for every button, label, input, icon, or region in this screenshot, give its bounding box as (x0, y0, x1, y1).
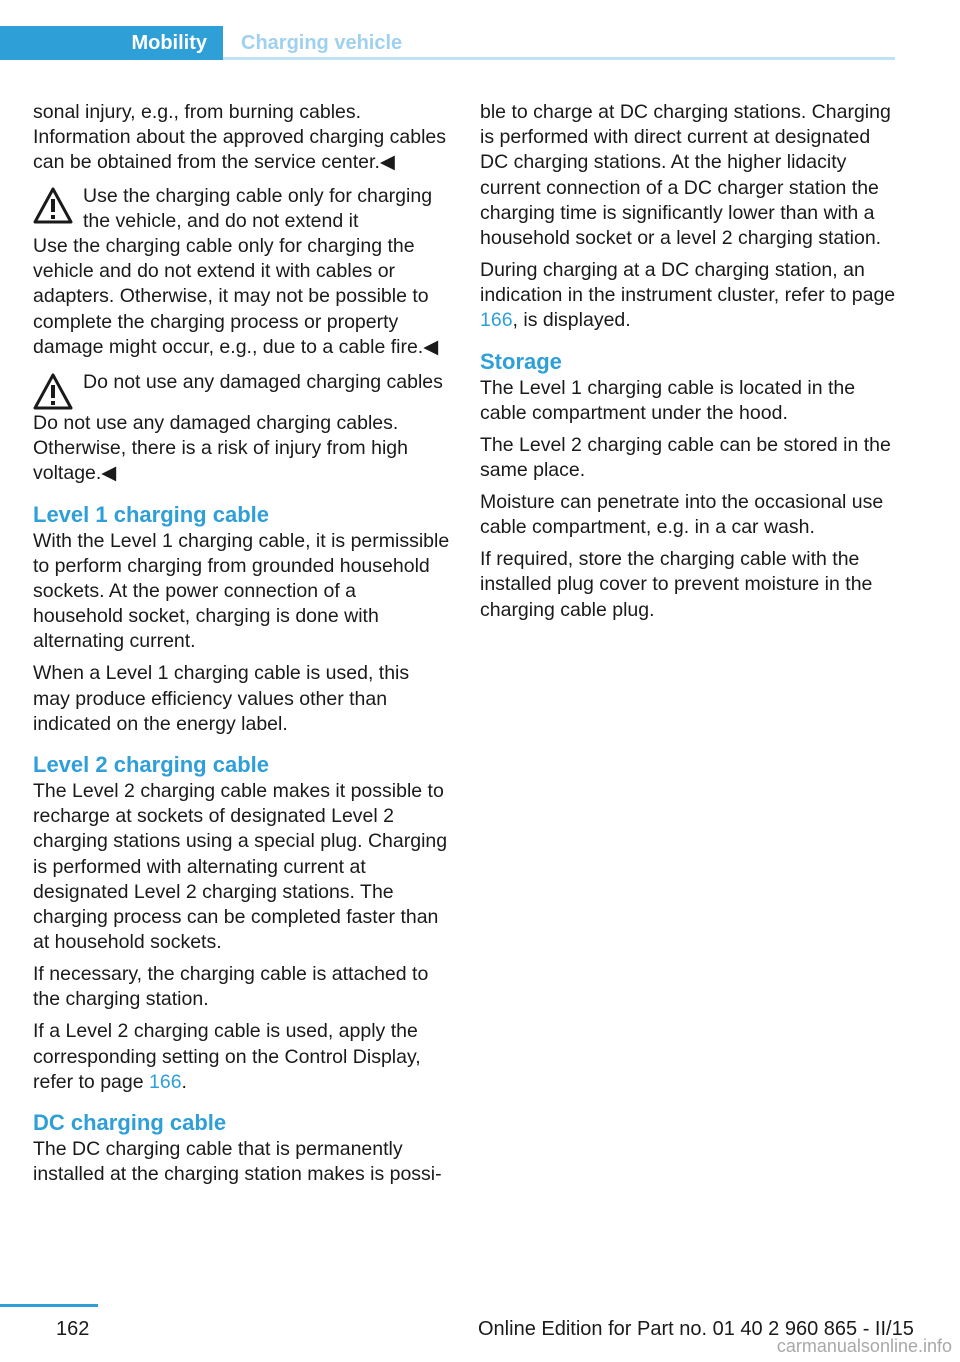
header-rule (223, 57, 895, 60)
chapter-label: Mobility (131, 31, 207, 54)
warning-block-1 (33, 184, 451, 234)
page-number: 162 (56, 1318, 90, 1340)
left-column (33, 100, 451, 1194)
right-column (480, 100, 898, 630)
heading-level2: Level 2 charging cable (33, 752, 269, 778)
dc-p2-text: During charging at a DC charging station, an indication in the instrument cluster, refer to page (480, 259, 896, 307)
level2-p3-text: If a Level 2 charging cable is used, apply the corresponding setting on the Control Display, refer to page (33, 1020, 421, 1093)
heading-dc: DC charging cable (33, 1110, 227, 1136)
heading-level1: Level 1 charging cable (33, 501, 269, 527)
warning-triangle-icon (33, 373, 73, 411)
warning-title-1: Use the charging cable only for charging the vehicle, and do not extend it (83, 184, 433, 232)
warning-title-2: Do not use any damaged charging cables (83, 371, 443, 394)
level2-paragraph-1: The Level 2 charging cable makes it possible to recharge at sockets of designated Level 2 charging stations using a special plug. Charging is performed with alternating current at designated Level 2 charging stations. The charging process can be completed faster than at household sockets. (33, 780, 448, 954)
chapter-tab (0, 26, 223, 60)
storage-paragraph-3: Moisture can penetrate into the occasional use cable compartment, e.g. in a car wash. (480, 491, 884, 539)
page-header (0, 26, 895, 60)
dc-paragraph-1: The DC charging cable that is permanently installed at the charging station makes is possi- (33, 1138, 442, 1186)
level2-paragraph-3 (33, 1019, 451, 1095)
edition-text: Online Edition for Part no. 01 40 2 960 865 - II/15 (478, 1318, 914, 1340)
storage-paragraph-2: The Level 2 charging cable can be stored in the same place. (480, 433, 891, 482)
warning-block-2 (33, 370, 451, 411)
level1-paragraph-1: With the Level 1 charging cable, it is permissible to perform charging from grounded household sockets. At the power connection of a household socket, charging is done with alternating current. (33, 529, 450, 653)
intro-paragraph: sonal injury, e.g., from burning cables. Information about the approved charging cables can be obtained from the service center.◀ (33, 101, 447, 174)
watermark: carmanualsonline.info (776, 1336, 952, 1356)
warning-triangle-icon (33, 187, 73, 225)
footer-rule (0, 1304, 98, 1307)
dc-paragraph-continued: ble to charge at DC charging stations. Charging is performed with direct current at designated DC charging stations. At the higher lidacity current connection of a DC charger station the charging time is significantly lower than with a household socket or a level 2 charging station. (480, 101, 891, 250)
storage-paragraph-4: If required, store the charging cable with the installed plug cover to prevent moisture in the charging cable plug. (480, 548, 873, 621)
storage-paragraph-1: The Level 1 charging cable is located in the cable compartment under the hood. (480, 376, 856, 424)
dc-paragraph-2 (480, 258, 898, 334)
page-link-166[interactable]: 166 (480, 309, 513, 332)
heading-storage: Storage (480, 348, 562, 374)
warning-body-2: Do not use any damaged charging cables. Otherwise, there is a risk of injury from high voltage.◀ (33, 412, 408, 485)
level1-paragraph-2: When a Level 1 charging cable is used, this may produce efficiency values other than indicated on the energy label. (33, 662, 410, 735)
level2-paragraph-2: If necessary, the charging cable is attached to the charging station. (33, 963, 429, 1011)
level2-p3-end: . (181, 1070, 187, 1093)
dc-p2-end: , is displayed. (512, 309, 631, 332)
section-label: Charging vehicle (241, 31, 403, 54)
warning-body-1: Use the charging cable only for charging the vehicle and do not extend it with cables or adapters. Otherwise, it may not be possible to complete the charging process or property damage might occur, e.g., due to a cable fire.◀ (33, 235, 439, 358)
section-tab (241, 26, 402, 60)
page-link-166[interactable]: 166 (149, 1070, 182, 1093)
